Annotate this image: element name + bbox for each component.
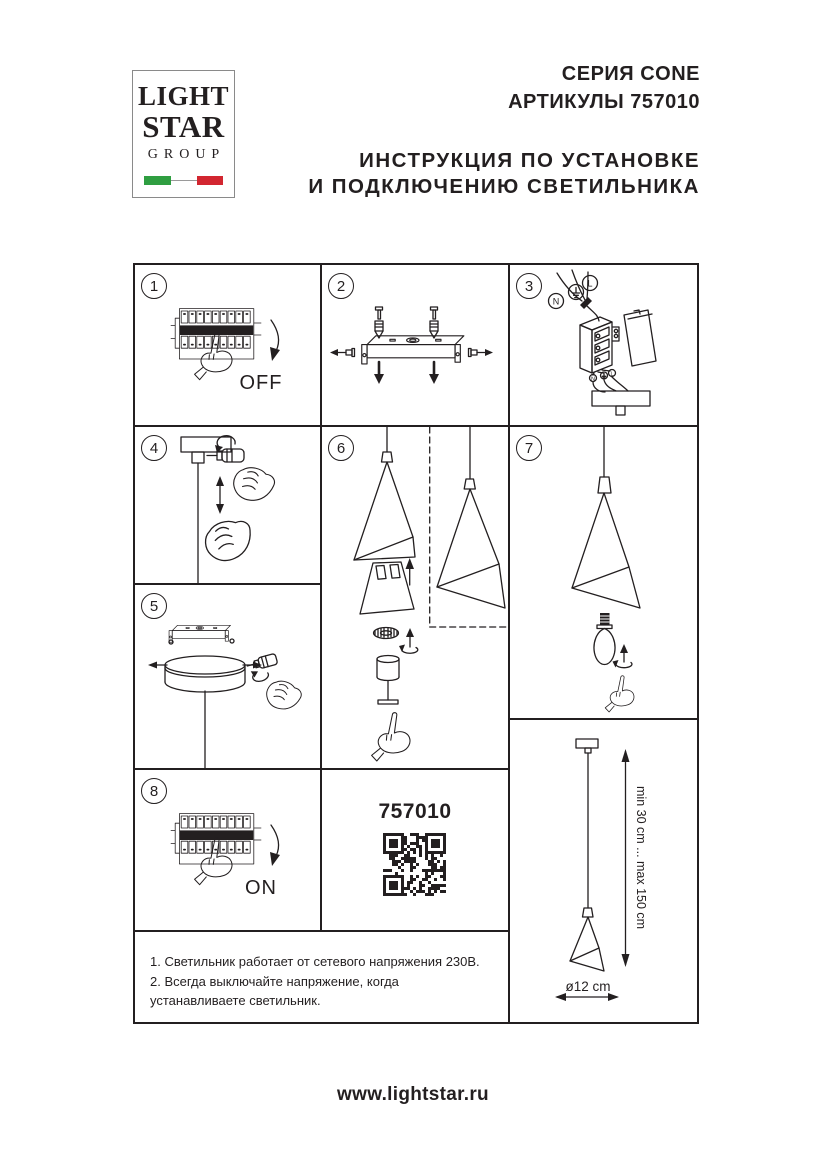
wiring-illustration bbox=[510, 265, 697, 425]
wire-label-n bbox=[549, 294, 564, 309]
step-number-badge: 8 bbox=[141, 778, 167, 804]
logo-word-group: GROUP bbox=[147, 147, 226, 162]
note-line-2: 2. Всегда выключайте напряжение, когда устанавливаете светильник. bbox=[150, 973, 399, 1008]
dimension-diagram bbox=[510, 720, 697, 1022]
step-number-badge: 5 bbox=[141, 593, 167, 619]
step-number-badge: 1 bbox=[141, 273, 167, 299]
step-number-badge: 3 bbox=[516, 273, 542, 299]
bulb-install-illustration bbox=[510, 427, 697, 718]
step-number-badge: 7 bbox=[516, 435, 542, 461]
step-panel-7 bbox=[510, 427, 697, 718]
pendant-outline-icon bbox=[570, 739, 604, 971]
assembled-inset-box bbox=[430, 427, 508, 627]
mounting-bracket-icon bbox=[362, 336, 464, 364]
screwdriver-icon bbox=[207, 436, 244, 462]
cone-pendant-icon bbox=[572, 427, 640, 608]
circuit-breaker-icon bbox=[171, 309, 261, 359]
mounting-bracket-icon bbox=[169, 625, 230, 642]
circuit-breaker-icon bbox=[171, 814, 261, 864]
step-number-badge: 2 bbox=[328, 273, 354, 299]
breaker-off-illustration bbox=[135, 265, 320, 425]
note-line-1: 1. Светильник работает от сетевого напряжения 230В. bbox=[150, 954, 480, 969]
wall-plug-screw-icon bbox=[430, 307, 438, 338]
shade-assembly-illustration bbox=[322, 427, 508, 768]
instruction-title-line2: И ПОДКЛЮЧЕНИЮ СВЕТИЛЬНИКА bbox=[308, 175, 700, 198]
terminal-block-icon bbox=[580, 317, 619, 373]
ceiling-canopy-icon bbox=[592, 391, 650, 415]
italian-flag-bar-icon bbox=[144, 176, 223, 185]
hand-icon bbox=[202, 518, 254, 564]
instruction-title-line1: ИНСТРУКЦИЯ ПО УСТАНОВКЕ bbox=[359, 149, 700, 172]
hand-icon bbox=[229, 462, 277, 506]
screwdriver-icon bbox=[246, 653, 281, 683]
wire-label-l bbox=[583, 276, 598, 291]
grid-line bbox=[697, 263, 699, 1024]
side-screw-arrow-icon bbox=[469, 349, 494, 357]
side-screw-arrow-icon bbox=[330, 349, 355, 357]
side-arrow-icon bbox=[148, 662, 167, 669]
step-number-badge: 4 bbox=[141, 435, 167, 461]
breaker-on-illustration bbox=[135, 770, 320, 930]
light-bulb-icon bbox=[594, 613, 615, 665]
canopy-cup-icon bbox=[165, 639, 245, 768]
logo-word-light: LIGHT bbox=[137, 81, 230, 111]
hand-icon bbox=[262, 676, 304, 715]
canopy-fixing-illustration bbox=[135, 585, 320, 768]
notes-cell bbox=[135, 932, 508, 1022]
wire-label-l-small bbox=[609, 370, 616, 378]
up-down-arrow-icon bbox=[216, 476, 224, 514]
hand-icon bbox=[372, 713, 410, 761]
terminal-cover-icon bbox=[624, 310, 656, 366]
step-panel-5 bbox=[135, 585, 320, 768]
website-url: www.lightstar.ru bbox=[337, 1084, 489, 1105]
step-panel-3 bbox=[510, 265, 697, 425]
flag-green-segment bbox=[144, 176, 171, 185]
svg-text:L: L bbox=[587, 278, 593, 289]
off-label: OFF bbox=[239, 372, 283, 394]
flag-red-segment bbox=[197, 176, 223, 185]
step-panel-2 bbox=[322, 265, 508, 425]
down-arrow-icon bbox=[374, 362, 384, 384]
grid-line bbox=[133, 1022, 699, 1024]
diameter-label: ø12 cm bbox=[565, 979, 611, 994]
article-title: АРТИКУЛЫ 757010 bbox=[508, 91, 700, 113]
svg-text:N: N bbox=[552, 296, 560, 307]
bracket-mounting-illustration bbox=[322, 265, 508, 425]
header bbox=[308, 60, 700, 200]
ring-nut-icon bbox=[374, 628, 399, 639]
series-title: СЕРИЯ CONE bbox=[561, 63, 700, 85]
step-panel-8 bbox=[135, 770, 320, 930]
wall-plug-screw-icon bbox=[375, 307, 383, 338]
step-panel-4 bbox=[135, 427, 320, 583]
svg-text:L: L bbox=[610, 371, 614, 378]
flag-middle-line bbox=[171, 180, 197, 182]
safety-notes bbox=[150, 952, 488, 1011]
on-label: ON bbox=[245, 877, 277, 899]
diameter-dimension-arrow-icon bbox=[555, 993, 619, 1001]
cord-adjust-illustration bbox=[135, 427, 320, 583]
height-dimension-arrow-icon bbox=[622, 749, 630, 967]
step-number-badge: 6 bbox=[328, 435, 354, 461]
hand-icon bbox=[605, 676, 634, 712]
step-panel-1 bbox=[135, 265, 320, 425]
switch-down-arrow-icon bbox=[270, 320, 280, 361]
socket-cover-icon bbox=[360, 562, 414, 614]
height-range-label: min 30 cm ... max 150 cm bbox=[634, 786, 648, 930]
socket-cylinder-icon bbox=[377, 656, 399, 705]
wire-label-n-small bbox=[590, 375, 597, 383]
dimensions-cell bbox=[510, 720, 697, 1022]
step-panel-6 bbox=[322, 427, 508, 768]
article-number: 757010 bbox=[378, 800, 452, 823]
lightstar-logo bbox=[132, 70, 235, 198]
cone-shade-icon bbox=[354, 427, 415, 560]
svg-text:N: N bbox=[591, 376, 595, 383]
rotate-arrow-icon bbox=[399, 628, 418, 653]
qr-code-icon bbox=[383, 833, 446, 896]
article-qr-cell bbox=[322, 770, 508, 930]
down-arrow-icon bbox=[429, 362, 439, 384]
logo-word-star: STAR bbox=[142, 109, 225, 144]
switch-up-arrow-icon bbox=[270, 825, 280, 866]
ground-symbol-small-icon bbox=[601, 372, 608, 379]
